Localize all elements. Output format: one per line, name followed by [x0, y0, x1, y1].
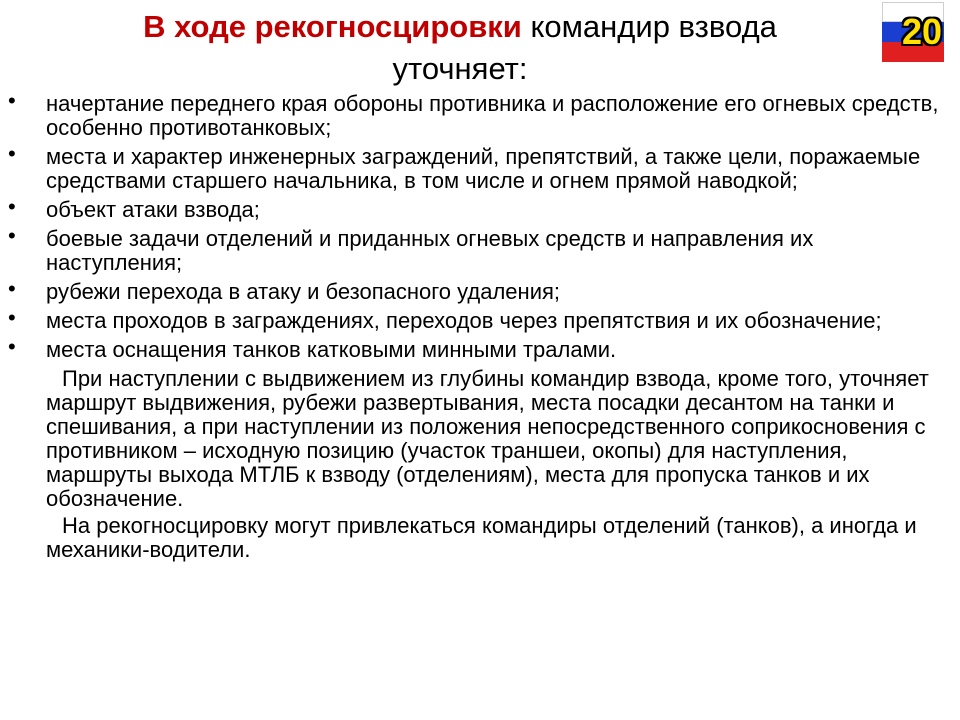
bullet-icon: • [8, 334, 16, 359]
bullet-icon: • [8, 276, 16, 301]
list-item-text: места оснащения танков катковыми минными тралами. [46, 337, 617, 362]
list-item [0, 305, 960, 333]
bullet-icon: • [8, 141, 16, 166]
list-item-text: рубежи перехода в атаку и безопасного удаления; [46, 279, 561, 304]
bullet-list [0, 88, 960, 562]
list-item-text: боевые задачи отделений и приданных огневых средств и направления их наступления; [46, 226, 814, 275]
list-item-text: начертание переднего края обороны противника и расположение его огневых средств, особенно противотанковых; [46, 91, 939, 140]
title-rest: командир взвода [521, 9, 777, 44]
list-item-text: объект атаки взвода; [46, 197, 260, 222]
list-item [0, 223, 960, 275]
slide-number: 20 [902, 11, 943, 52]
slide-title [40, 6, 880, 90]
title-line2: уточняет: [392, 51, 528, 86]
list-item [0, 276, 960, 304]
list-item-text: места проходов в заграждениях, переходов через препятствия и их обозначение; [46, 308, 882, 333]
russian-flag-icon [882, 2, 952, 64]
list-item [0, 141, 960, 193]
list-item [0, 334, 960, 362]
bullet-icon: • [8, 194, 16, 219]
paragraph-advance: При наступлении с выдвижением из глубины командир взвода, кроме того, уточняет маршрут выдвижения, рубежи развертывания, места посадки десантом на танки и спешивания, а при наступлении из положения непосредственного соприкосновения с противником – исходную позицию (участок траншеи, окопы) для наступления, маршруты выхода МТЛБ к взводу (отделениям), места для пропуска танков и их обозначение. [46, 366, 929, 511]
list-item-text: места и характер инженерных заграждений, препятствий, а также цели, поражаемые средствами старшего начальника, в том числе и огнем прямой наводкой; [46, 144, 921, 193]
list-item [0, 194, 960, 222]
bullet-icon: • [8, 88, 16, 113]
bullet-icon: • [8, 305, 16, 330]
list-item [0, 88, 960, 140]
bullet-icon: • [8, 223, 16, 248]
title-accent: В ходе рекогносцировки [143, 9, 522, 44]
paragraph-participants: На рекогносцировку могут привлекаться командиры отделений (танков), а иногда и механики-водители. [46, 513, 917, 562]
